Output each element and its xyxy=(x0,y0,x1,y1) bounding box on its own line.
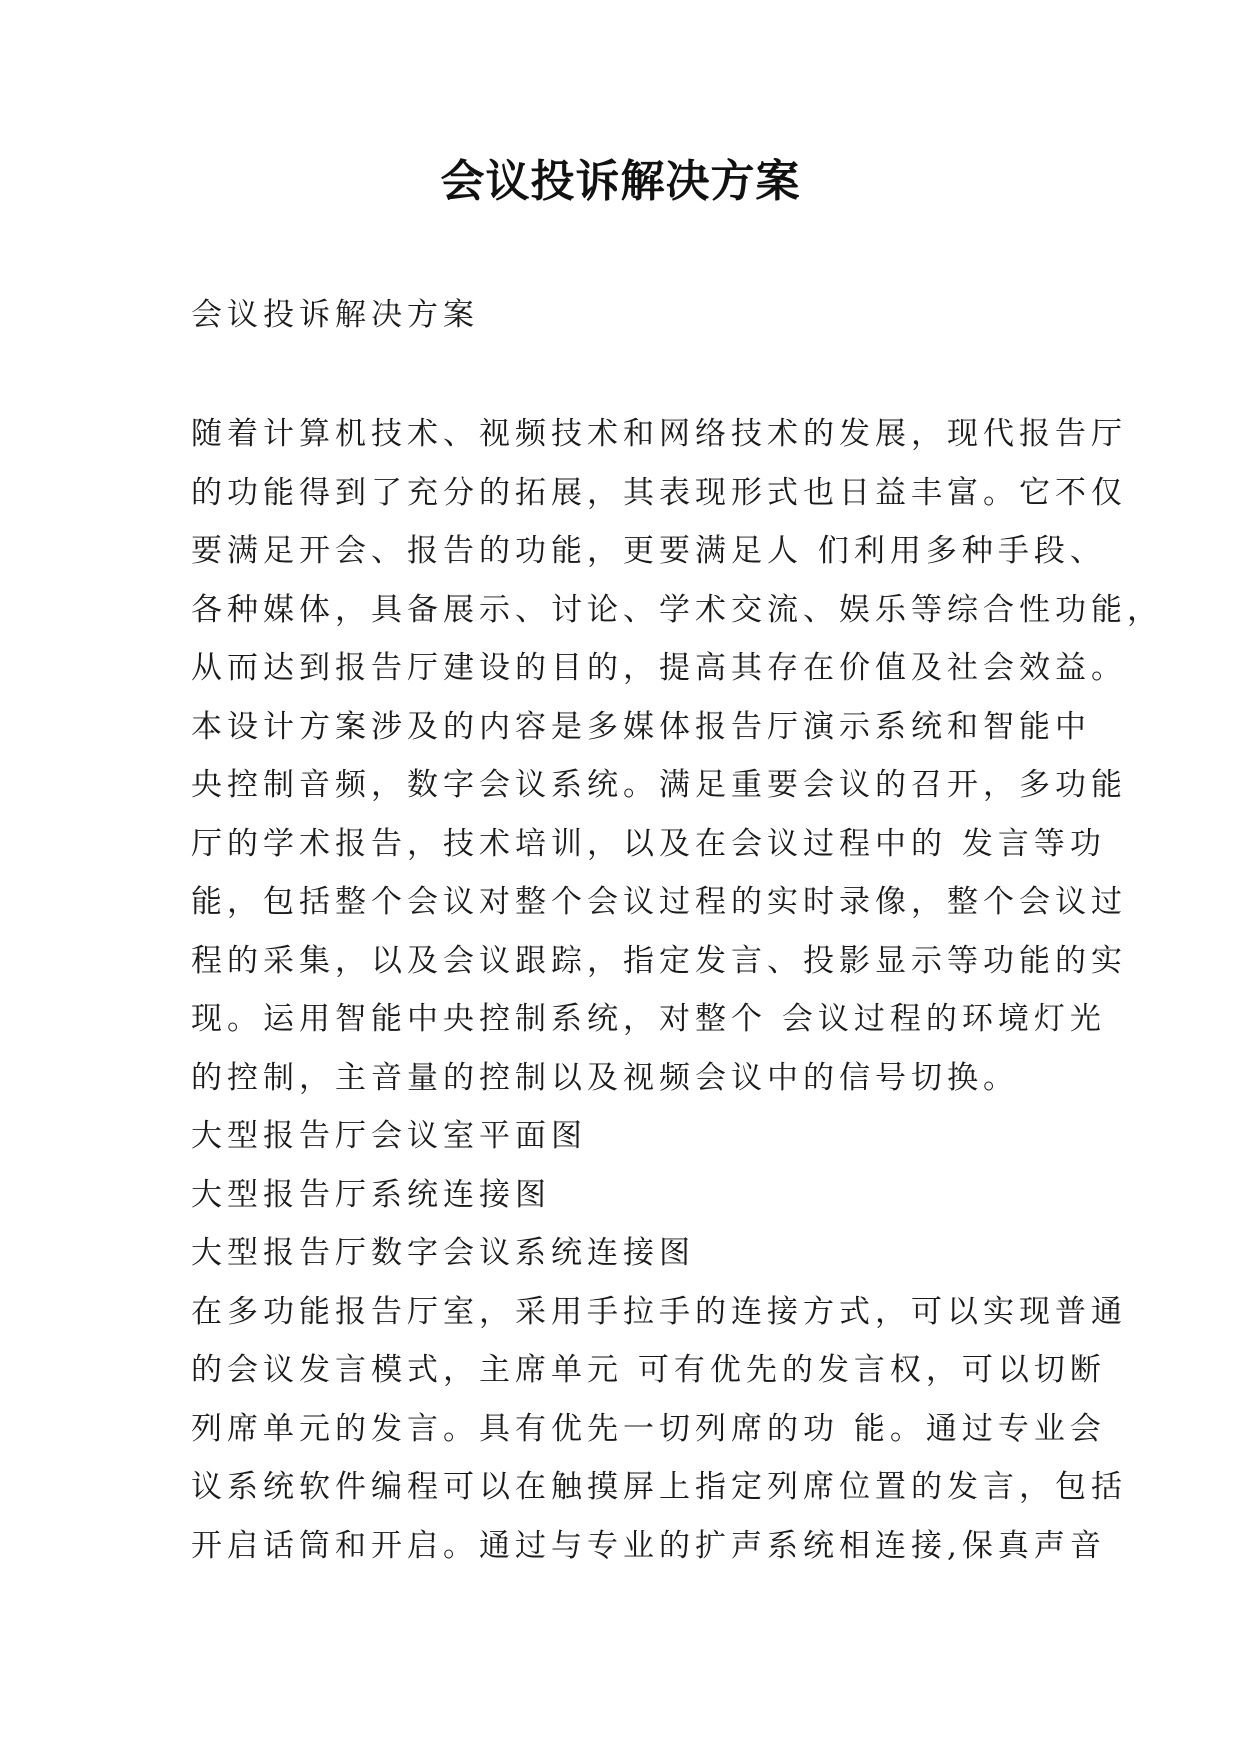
body-line: 列席单元的发言。具有优先一切列席的功 能。通过专业会 xyxy=(191,1410,1106,1447)
body-line: 的会议发言模式，主席单元 可有优先的发言权，可以切断 xyxy=(191,1352,1106,1388)
body-line: 开启话筒和开启。通过与专业的扩声系统相连接,保真声音 xyxy=(191,1527,1106,1564)
body-line: 大型报告厅系统连接图 xyxy=(191,1176,551,1213)
body-line: 的功能得到了充分的拓展，其表现形式也日益丰富。它不仅 xyxy=(191,474,1127,511)
body-line: 本设计方案涉及的内容是多媒体报告厅演示系统和智能中 xyxy=(191,708,1091,745)
body-line: 议系统软件编程可以在触摸屏上指定列席位置的发言，包括 xyxy=(191,1469,1127,1505)
body-line: 大型报告厅数字会议系统连接图 xyxy=(191,1235,695,1271)
body-line: 从而达到报告厅建设的目的，提高其存在价值及社会效益。 xyxy=(191,650,1127,686)
document-title: 会议投诉解决方案 xyxy=(440,156,801,207)
body-line: 的控制，主音量的控制以及视频会议中的信号切换。 xyxy=(191,1059,1019,1096)
body-line: 程的采集，以及会议跟踪，指定发言、投影显示等功能的实 xyxy=(191,942,1127,979)
body-line: 能，包括整个会议对整个会议过程的实时录像，整个会议过 xyxy=(191,884,1127,920)
body-line: 现。运用智能中央控制系统，对整个 会议过程的环境灯光 xyxy=(191,1001,1106,1037)
body-line: 央控制音频，数字会议系统。满足重要会议的召开，多功能 xyxy=(191,767,1127,803)
body-line: 大型报告厅会议室平面图 xyxy=(191,1118,587,1154)
document-body xyxy=(191,405,1163,1575)
body-line: 随着计算机技术、视频技术和网络技术的发展，现代报告厅 xyxy=(191,416,1127,452)
body-line: 要满足开会、报告的功能，更要满足人 们利用多种手段、 xyxy=(191,533,1106,569)
body-line: 厅的学术报告，技术培训，以及在会议过程中的 发言等功 xyxy=(191,825,1106,862)
document-subtitle: 会议投诉解决方案 xyxy=(191,297,479,333)
body-line: 各种媒体，具备展示、讨论、学术交流、娱乐等综合性功能， xyxy=(191,591,1163,628)
body-line: 在多功能报告厅室，采用手拉手的连接方式，可以实现普通 xyxy=(191,1293,1127,1330)
